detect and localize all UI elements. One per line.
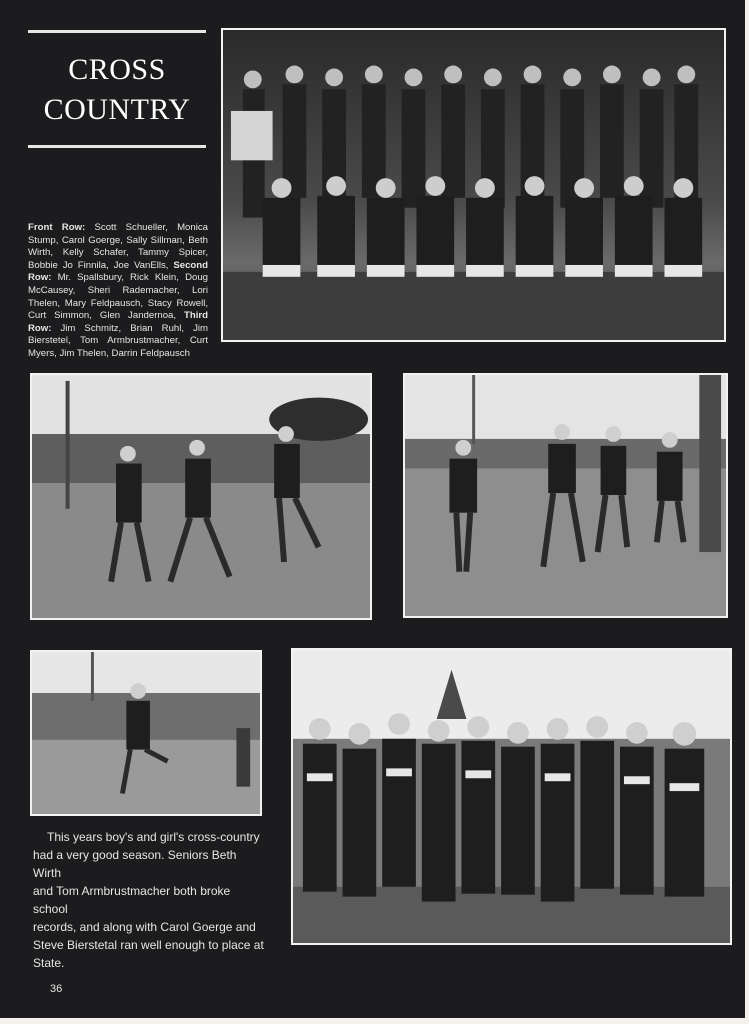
summary-line-5: Steve Bierstetal ran well enough to place at (33, 938, 264, 952)
season-summary (33, 828, 265, 972)
second-row-names: Mr. Spallsbury, Rick Klein, Doug McCausey, Sheri Rademacher, Lori Thelen, Mary Feldpausch, Stacy Rowell, Curt Simmon, Glen Jandernoa, (28, 272, 208, 322)
second-row-label: Second Row: (28, 259, 208, 284)
summary-line-3: and Tom Armbrustmacher both broke school (33, 884, 231, 916)
single-runner-photo (30, 650, 262, 816)
summary-line-6: State. (33, 956, 65, 970)
front-row-names: Scott Schueller, Monica Stump, Carol Goerge, Sally Sillman, Beth Wirth, Kelly Schafer, Tammy Spicer, Bobbie Jo Finnila, Joe VanElls, (28, 222, 208, 271)
runners-photo-2 (403, 373, 728, 618)
page-number: 36 (50, 983, 63, 995)
title-line-2: COUNTRY (43, 93, 191, 126)
third-row-names: Jim Schmitz, Brian Ruhl, Jim Bierstetel, Tom Armbrustmacher, Curt Myers, Jim Thelen, Darrin Feldpausch (28, 322, 208, 359)
summary-line-4: records, and along with Carol Goerge and (33, 920, 256, 934)
front-row-label: Front Row: (28, 222, 86, 233)
summary-line-2: had a very good season. Seniors Beth Wirth (33, 848, 237, 880)
summary-line-1: This years boy's and girl's cross-country (47, 830, 260, 844)
team-photo-caption (28, 222, 208, 361)
page-title (28, 50, 206, 130)
third-row-label: Third Row: (28, 310, 208, 334)
runners-photo-1 (30, 373, 372, 620)
team-photo (221, 28, 726, 342)
title-bottom-rule (28, 145, 206, 148)
title-line-1: CROSS (68, 53, 166, 86)
team-group-photo (291, 648, 732, 945)
title-top-rule (28, 30, 206, 33)
